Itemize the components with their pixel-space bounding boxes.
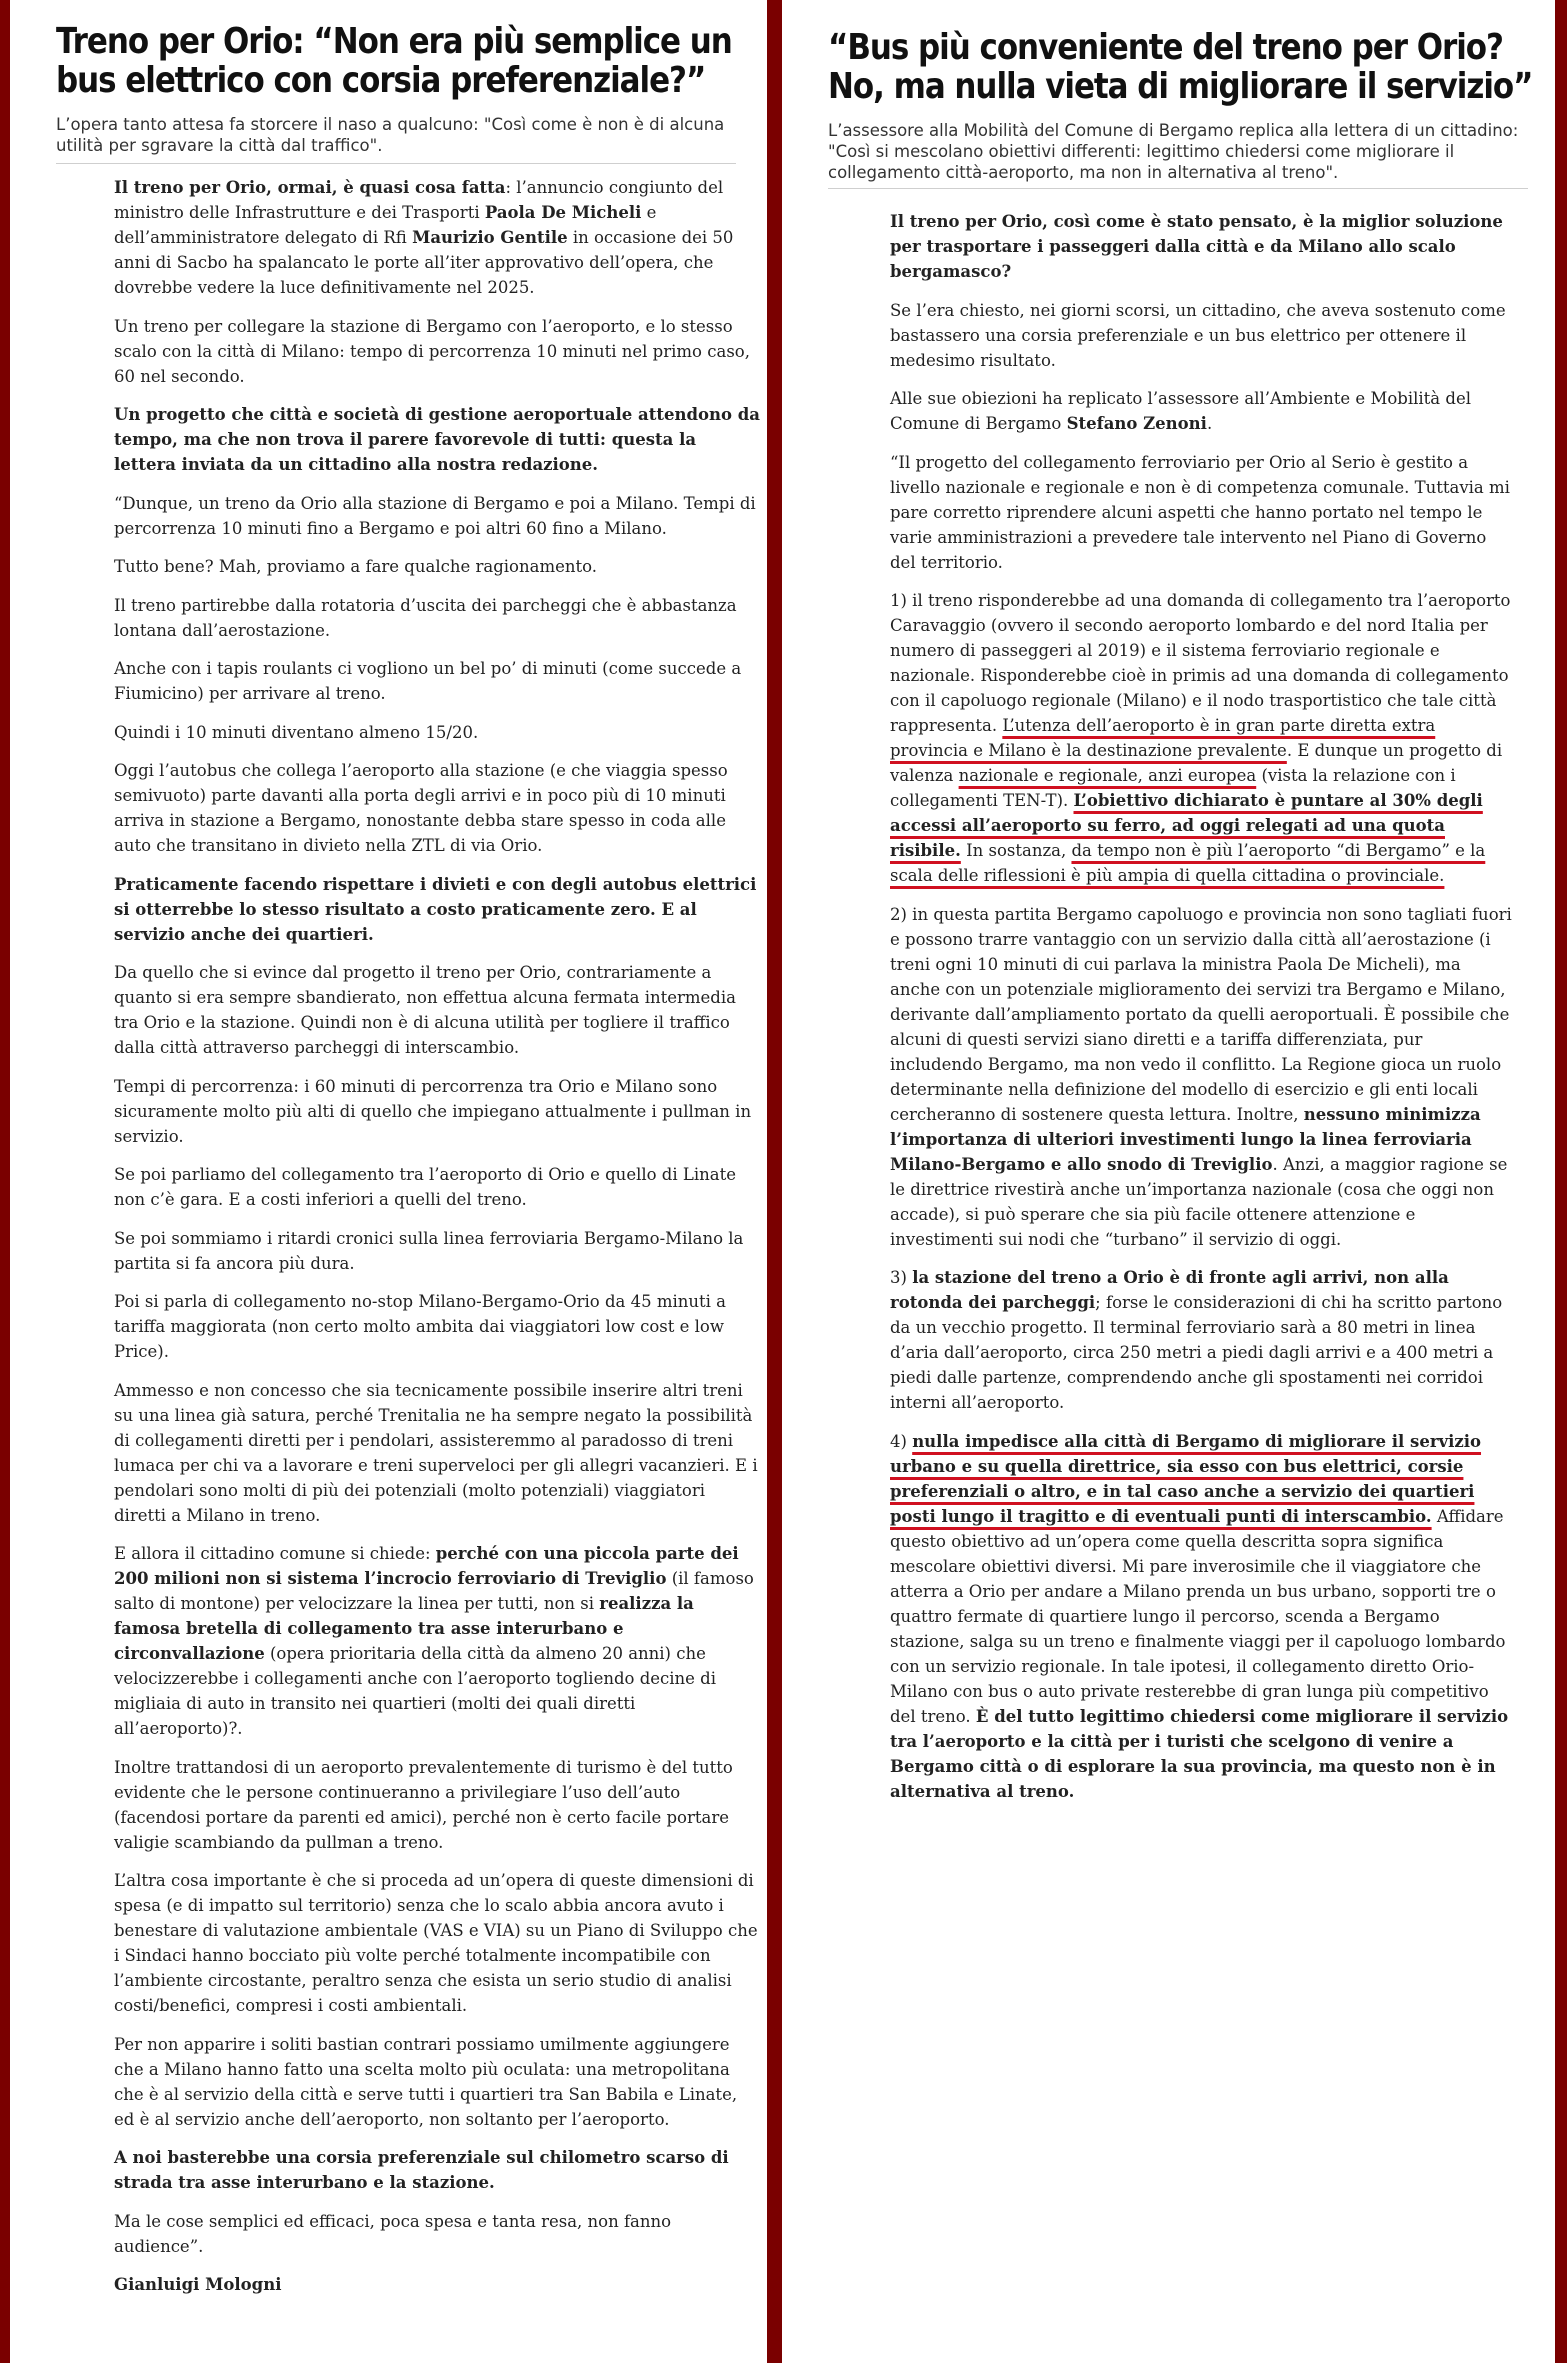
paragraph: Se l’era chiesto, nei giorni scorsi, un cittadino, che aveva sostenuto come bastassero una corsia preferenziale e un bus elettrico per ottenere il medesimo risultato.	[890, 300, 1506, 370]
title-line: Treno per Orio: “Non era più semplice un	[56, 21, 732, 62]
paragraph: 4) nulla impedisce alla città di Bergamo di migliorare il servizio urbano e su quella direttrice, sia esso con bus elettrici, corsie preferenziali o altro, e in tal caso anche a servizio dei quartieri posti lungo il tragitto e di eventuali punti di interscambio. Affidare questo obiettivo ad un’opera come quella descritta sopra significa mescolare obiettivi diversi. Mi pare inverosimile che il viaggiatore che atterra a Orio per andare a Milano prenda un bus urbano, sopporti tre o quattro fermate di quartiere lungo il percorso, scenda a Bergamo stazione, salga su un treno e finalmente viaggi per il capoluogo lombardo con un servizio regionale. In tale ipotesi, il collegamento diretto Orio-Milano con bus o auto private resterebbe di gran lunga più competitivo del treno. È del tutto legittimo chiedersi come migliorare il servizio tra l’aeroporto e la città per i turisti che scelgono di venire a Bergamo città o di esplorare la sua provincia, ma questo non è in alternativa al treno.	[890, 1431, 1509, 1801]
paragraph: 1) il treno risponderebbe ad una domanda di collegamento tra l’aeroporto Caravaggio (ovvero il secondo aeroporto lombardo e del nord Italia per numero di passeggeri al 2019) e il sistema ferroviario regionale e nazionale. Risponderebbe cioè in primis ad una domanda di collegamento con il capoluogo regionale (Milano) e il nodo trasportistico che tale città rappresenta. L’utenza dell’aeroporto è in gran parte diretta extra provincia e Milano è la destinazione prevalente. E dunque un progetto di valenza nazionale e regionale, anzi europea (vista la relazione con i collegamenti TEN-T). L’obiettivo dichiarato è puntare al 30% degli accessi all’aeroporto su ferro, ad oggi relegati ad una quota risibile. In sostanza, da tempo non è più l’aeroporto “di Bergamo” e la scala delle riflessioni è più ampia di quella cittadina o provinciale.	[890, 591, 1511, 885]
paragraph: 2) in questa partita Bergamo capoluogo e provincia non sono tagliati fuori e possono trarre vantaggio con un servizio dalla città all’aerostazione (i treni ogni 10 minuti di cui parlava la ministra Paola De Micheli), ma anche con un potenziale miglioramento dei servizi tra Bergamo e Milano, derivante dall’ampliamento portato da quelli aeroportuali. È possibile che alcuni di questi servizi siano diretti e a tariffa differenziata, pur includendo Bergamo, ma non vedo il conflitto. La Regione gioca un ruolo determinante nella definizione del modello di esercizio e gli enti locali cercheranno di sostenere questa lettura. Inoltre, nessuno minimizza l’importanza di ulteriori investimenti lungo la linea ferroviaria Milano-Bergamo e allo snodo di Treviglio. Anzi, a maggior ragione se le direttrice rivestirà anche un’importanza nazionale (cosa che oggi non accade), si può sperare che sia più facile ottenere attenzione e investimenti sui nodi che “turbano” il servizio di oggi.	[890, 904, 1512, 1249]
paragraph: Da quello che si evince dal progetto il treno per Orio, contrariamente a quanto si era sempre sbandierato, non effettua alcuna fermata intermedia tra Orio e la stazione. Quindi non è di alcuna utilità per togliere il traffico dalla città attraverso parcheggi di interscambio.	[114, 963, 736, 1057]
author-signature: Gianluigi Mologni	[114, 2275, 282, 2294]
paragraph: Ammesso e non concesso che sia tecnicamente possibile inserire altri treni su una linea già satura, perché Trenitalia ne ha sempre negato la possibilità di collegamenti diretti per i pendolari, assisteremmo al paradosso di treni lumaca per chi va a lavorare e treni superveloci per gli allegri vacanzieri. E i pendolari sono molti di più dei potenziali (molto potenziali) viaggiatori diretti a Milano in treno.	[114, 1380, 758, 1525]
title-line: No, ma nulla vieta di migliorare il servizio”	[828, 66, 1533, 107]
right-article-title	[828, 28, 1532, 106]
paragraph: “Dunque, un treno da Orio alla stazione di Bergamo e poi a Milano. Tempi di percorrenza 10 minuti fino a Bergamo e poi altri 60 fino a Milano.	[114, 493, 756, 538]
paragraph: Inoltre trattandosi di un aeroporto prevalentemente di turismo è del tutto evidente che le persone continueranno a privilegiare l’uso dell’auto (facendosi portare da parenti ed amici), perché non è certo facile portare valigie scambiando da pullman a treno.	[114, 1757, 733, 1852]
paragraph: Oggi l’autobus che collega l’aeroporto alla stazione (e che viaggia spesso semivuoto) parte davanti alla porta degli arrivi e in poco più di 10 minuti arriva in stazione a Bergamo, nonostante debba stare spesso in coda alle auto che transitano in divieto nella ZTL di via Orio.	[114, 761, 728, 855]
paragraph: Se poi sommiamo i ritardi cronici sulla linea ferroviaria Bergamo-Milano la partita si fa ancora più dura.	[114, 1228, 744, 1273]
paragraph: Se poi parliamo del collegamento tra l’aeroporto di Orio e quello di Linate non c’è gara. E a costi inferiori a quelli del treno.	[114, 1165, 736, 1209]
paragraph: 3) la stazione del treno a Orio è di fronte agli arrivi, non alla rotonda dei parcheggi; forse le considerazioni di chi ha scritto partono da un vecchio progetto. Il terminal ferroviario sarà a 80 metri in linea d’aria dall’aeroporto, circa 250 metri a piedi dagli arrivi e a 400 metri a piedi dalle partenze, comprendendo anche gli spostamenti nei corridoi interni all’aeroporto.	[890, 1268, 1503, 1412]
right-article-subtitle: L’assessore alla Mobilità del Comune di Bergamo replica alla lettera di un cittadino: "Così si mescolano obiettivi differenti: legittimo chiedersi come migliorare il collegamento città-aeroporto, ma non in alternativa al treno".	[828, 121, 1519, 182]
right-article	[782, 0, 1555, 2363]
paragraph: Il treno per Orio, così come è stato pensato, è la miglior soluzione per trasportare i passeggeri dalla città e da Milano allo scalo bergamasco?	[890, 212, 1503, 281]
paragraph: Il treno partirebbe dalla rotatoria d’uscita dei parcheggi che è abbastanza lontana dall’aerostazione.	[114, 595, 737, 640]
paragraph: Anche con i tapis roulants ci vogliono un bel po’ di minuti (come succede a Fiumicino) per arrivare al treno.	[114, 659, 742, 703]
paragraph: Per non apparire i soliti bastian contrari possiamo umilmente aggiungere che a Milano hanno fatto una scelta molto più oculata: una metropolitana che è al servizio della città e serve tutti i quartieri tra San Babila e Linate, ed è al servizio anche dell’aeroporto, non soltanto per l’aeroporto.	[114, 2034, 738, 2129]
paragraph: Alle sue obiezioni ha replicato l’assessore all’Ambiente e Mobilità del Comune di Bergamo Stefano Zenoni.	[890, 389, 1471, 433]
left-article	[10, 0, 767, 2363]
right-article-body	[890, 209, 1515, 1817]
left-article-subtitle: L’opera tanto attesa fa storcere il naso a qualcuno: "Così come è non è di alcuna utilità per sgravare la città dal traffico".	[56, 115, 725, 155]
divider-line	[56, 163, 736, 164]
highlighted-text: L’utenza dell’aeroporto è in gran parte diretta extra provincia e Milano è la destinazione prevalente	[890, 716, 1436, 760]
title-line: bus elettrico con corsia preferenziale?”	[56, 60, 706, 101]
paragraph: Tutto bene? Mah, proviamo a fare qualche ragionamento.	[114, 557, 597, 576]
paragraph: A noi basterebbe una corsia preferenziale sul chilometro scarso di strada tra asse interurbano e la stazione.	[114, 2148, 729, 2192]
paragraph: “Il progetto del collegamento ferroviario per Orio al Serio è gestito a livello nazionale e regionale e non è di competenza comunale. Tuttavia mi pare corretto riprendere alcuni aspetti che hanno portato nel tempo le varie amministrazioni a prevedere tale intervento nel Piano di Governo del territorio.	[890, 452, 1510, 572]
paragraph: Ma le cose semplici ed efficaci, poca spesa e tanta resa, non fanno audience”.	[114, 2211, 672, 2256]
highlighted-text: nulla impedisce alla città di Bergamo di migliorare il servizio urbano e su quella direttrice, sia esso con bus elettrici, corsie preferenziali o altro, e in tal caso anche a servizio dei quartieri posti lungo il tragitto e di eventuali punti di interscambio.	[890, 1431, 1482, 1526]
paragraph: Un treno per collegare la stazione di Bergamo con l’aeroporto, e lo stesso scalo con la città di Milano: tempo di percorrenza 10 minuti nel primo caso, 60 nel secondo.	[114, 316, 750, 386]
paragraph: Quindi i 10 minuti diventano almeno 15/20.	[114, 722, 479, 742]
paragraph: Un progetto che città e società di gestione aeroportuale attendono da tempo, ma che non trova il parere favorevole di tutti: questa la lettera inviata da un cittadino alla nostra redazione.	[114, 405, 760, 474]
paragraph: Tempi di percorrenza: i 60 minuti di percorrenza tra Orio e Milano sono sicuramente molto più alti di quello che impiegano attualmente i pullman in servizio.	[114, 1076, 752, 1146]
column-divider	[767, 0, 782, 2363]
divider-line	[828, 188, 1528, 189]
paragraph: Poi si parla di collegamento no-stop Milano-Bergamo-Orio da 45 minuti a tariffa maggiorata (non certo molto ambita dai viaggiatori low cost e low Price).	[114, 1292, 726, 1361]
paragraph: Il treno per Orio, ormai, è quasi cosa fatta: l’annuncio congiunto del ministro delle Infrastrutture e dei Trasporti Paola De Micheli e dell’amministratore delegato di Rfi Maurizio Gentile in occasione dei 50 anni di Sacbo ha spalancato le porte all’iter approvativo dell’opera, che dovrebbe vedere la luce definitivamente nel 2025.	[114, 178, 734, 297]
title-line: “Bus più conveniente del treno per Orio?	[828, 27, 1503, 68]
highlighted-text: da tempo non è più l’aeroporto “di Bergamo” e la scala delle riflessioni è più ampia di quella cittadina o provinciale.	[890, 841, 1486, 885]
paragraph: L’altra cosa importante è che si proceda ad un’opera di queste dimensioni di spesa (e di impatto sul territorio) senza che lo scalo abbia ancora avuto i benestare di valutazione ambientale (VAS e VIA) su un Piano di Sviluppo che i Sindaci hanno bocciato più volte perché totalmente incompatibile con l’ambiente circostante, peraltro senza che esista un serio studio di analisi costi/benefici, compresi i costi ambientali.	[114, 1871, 758, 2015]
paragraph: E allora il cittadino comune si chiede: perché con una piccola parte dei 200 milioni non si sistema l’incrocio ferroviario di Treviglio (il famoso salto di montone) per velocizzare la linea per tutti, non si realizza la famosa bretella di collegamento tra asse interurbano e circonvallazione (opera prioritaria della città da almeno 20 anni) che velocizzerebbe i collegamenti anche con l’aeroporto togliendo decine di migliaia di auto in transito nei quartieri (molti dei quali diretti all’aeroporto)?.	[114, 1544, 754, 1738]
paragraph: Praticamente facendo rispettare i divieti e con degli autobus elettrici si otterrebbe lo stesso risultato a costo praticamente zero. E al servizio anche dei quartieri.	[114, 874, 757, 944]
highlighted-text: L’obiettivo dichiarato è puntare al 30% degli accessi all’aeroporto su ferro, ad oggi relegati ad una quota risibile.	[890, 791, 1483, 860]
left-article-body	[114, 175, 762, 2311]
left-article-title	[56, 22, 732, 100]
highlighted-text: nazionale e regionale, anzi europea	[958, 766, 1257, 785]
